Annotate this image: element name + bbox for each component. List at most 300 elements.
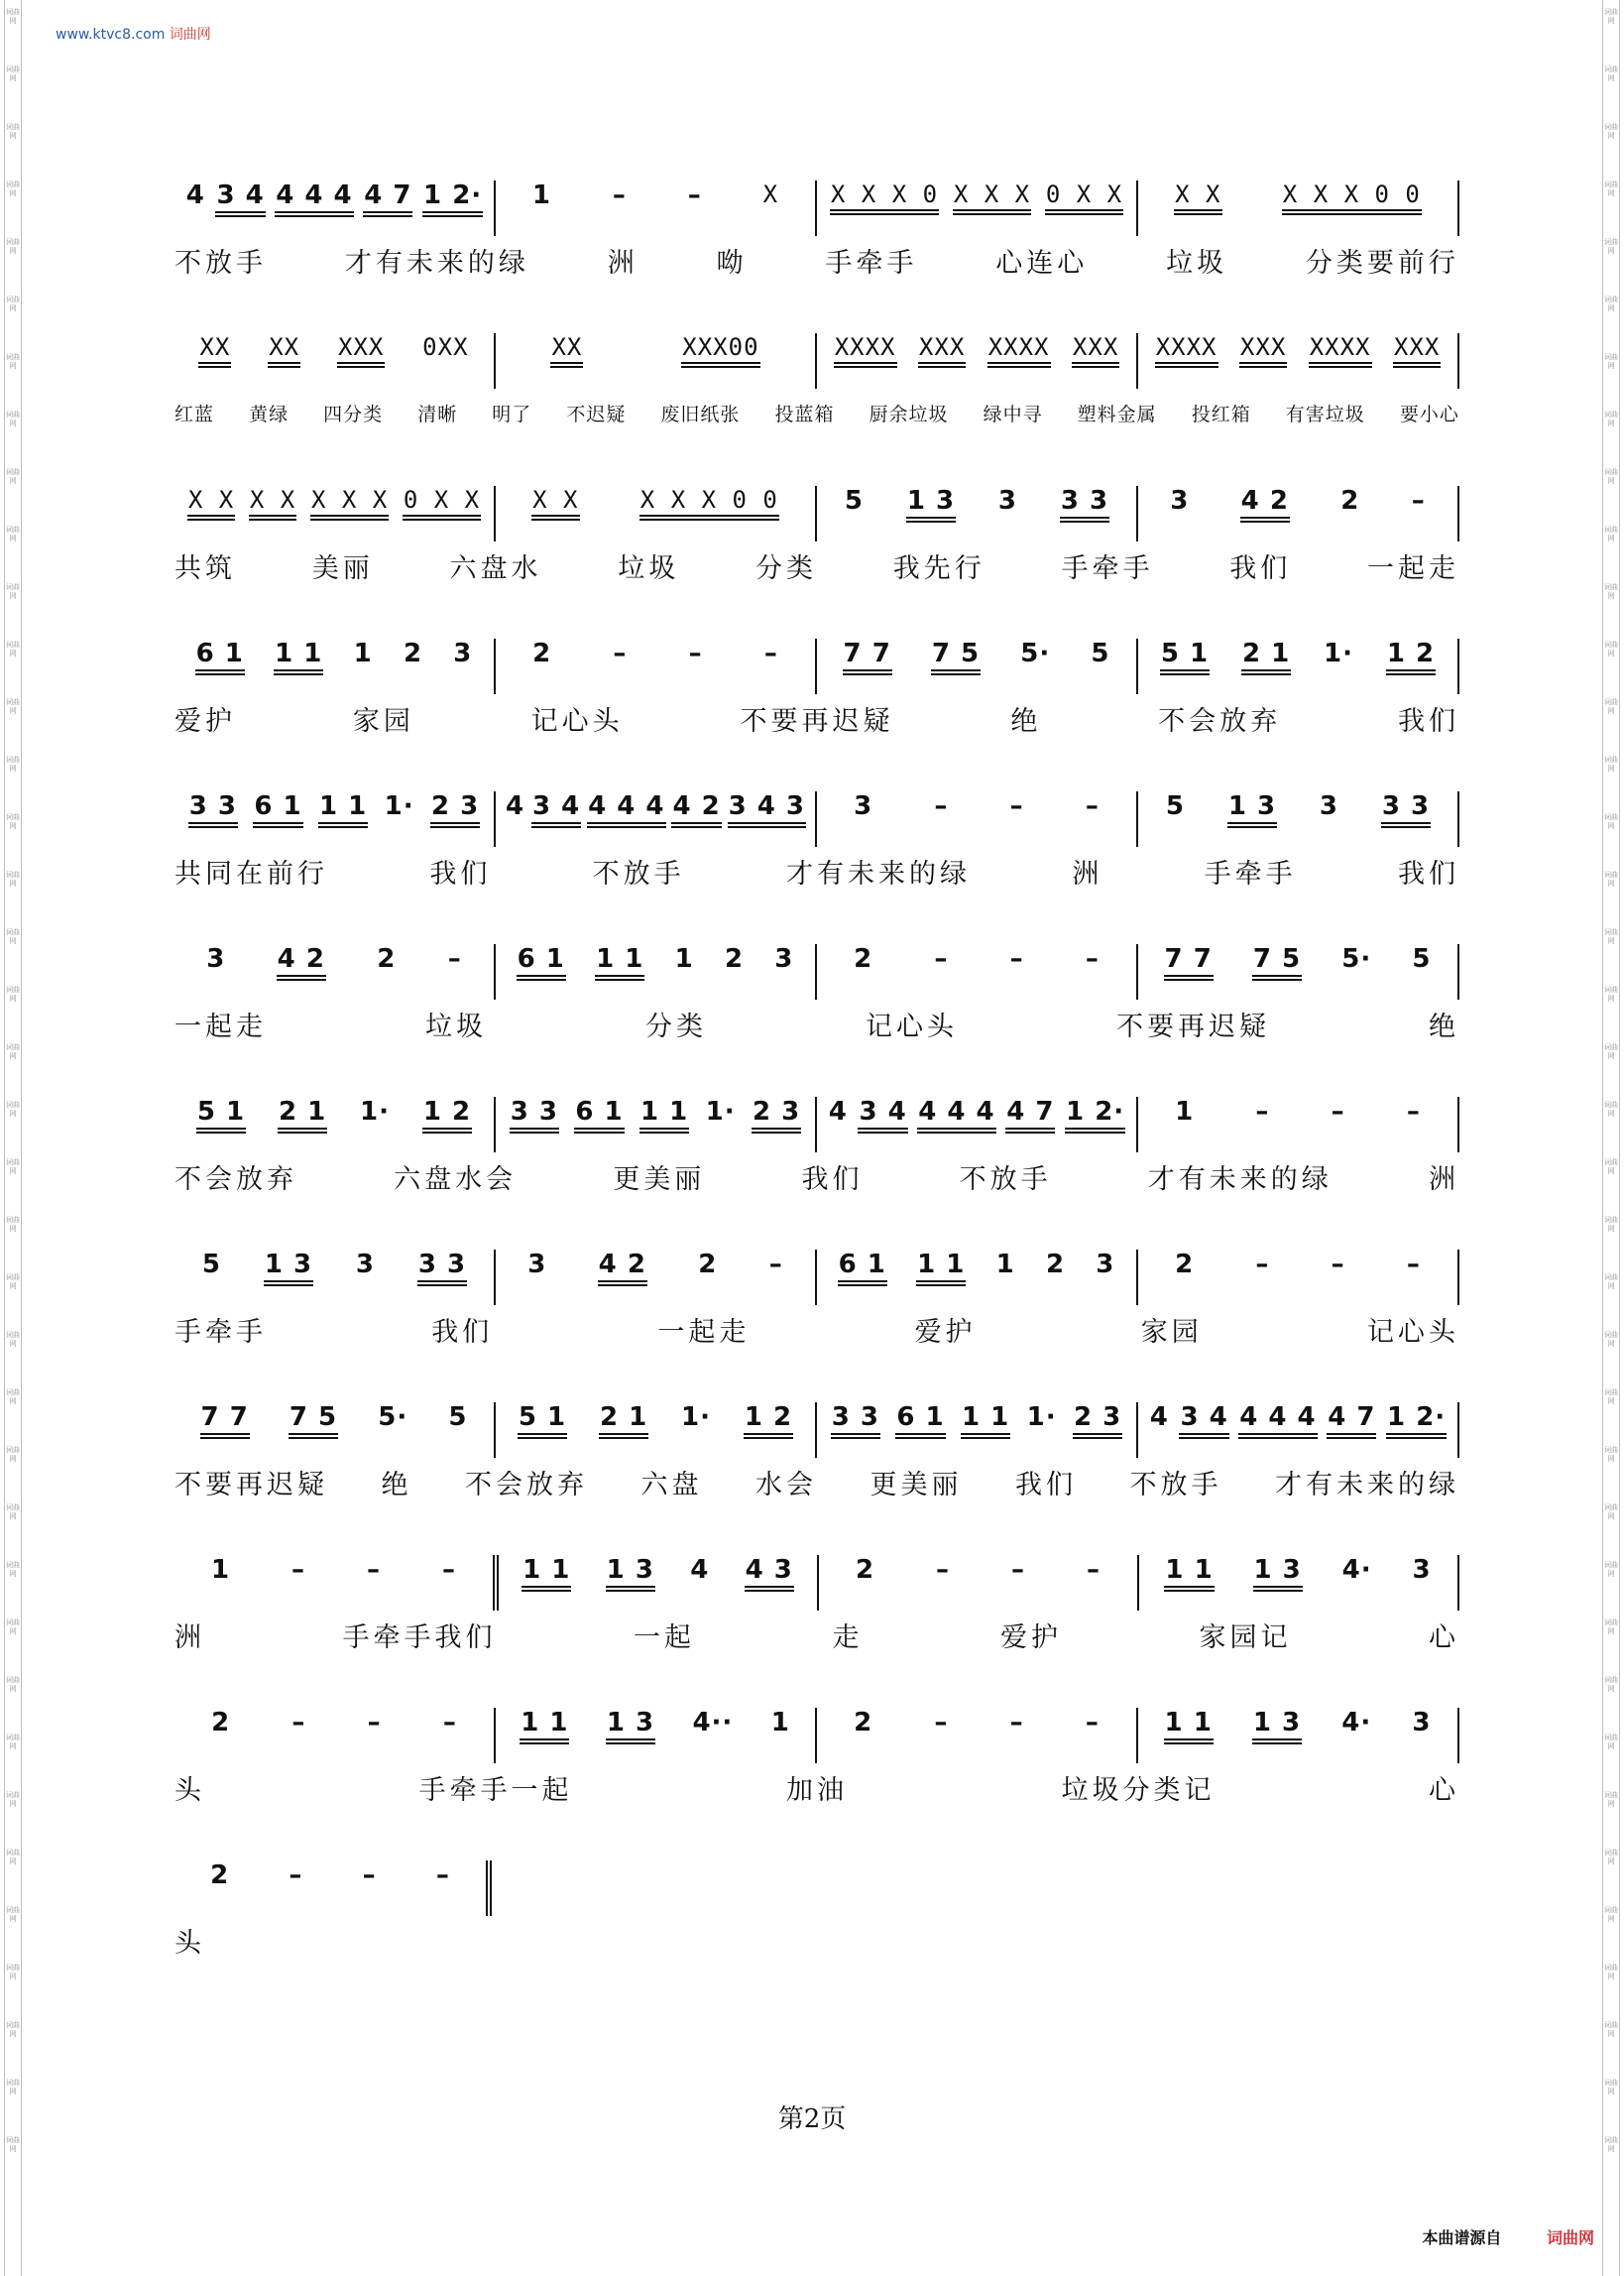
score-system [174,301,1459,454]
score-system [174,760,1459,912]
side-watermark-text: 词曲网 [6,1964,20,1980]
lyric-text: 心 [1429,1621,1459,1653]
note-group: – [1086,1555,1101,1585]
lyric-text: 家园记 [1199,1621,1292,1653]
note-group: 5 [1165,791,1185,821]
lyric-text: 不放手 [592,858,685,890]
measure [1136,944,1459,1000]
side-watermark-text: 词曲网 [6,1618,20,1635]
score-system [174,1829,1459,1981]
note-group: 3 [774,944,794,974]
side-watermark-text: 词曲网 [1604,1331,1618,1348]
lyric-text: 共筑 [174,552,236,584]
side-watermark-text: 词曲网 [1604,1503,1618,1520]
note-group: X X X 0 [830,180,939,215]
lyric-text: 垃圾 [618,552,680,584]
score-system [174,454,1459,607]
side-watermark-text: 词曲网 [1604,1906,1618,1923]
notes-row [174,1097,1459,1156]
lyric-text: 手牵手 [825,247,918,279]
note-group: 3 3 [510,1097,559,1134]
lyric-text: 加油 [786,1774,848,1806]
site-header [56,24,211,44]
note-group: 1 2· [422,180,483,217]
note-group: 3 [1412,1555,1432,1585]
lyric-text: 清晰 [417,403,458,425]
lyric-text: 头 [174,1774,205,1806]
note-group: 1 2 [744,1402,793,1439]
lyric-text: 分类要前行 [1305,247,1459,279]
note-group: 1 3 [606,1555,655,1592]
note-group: 4 7 [363,180,412,217]
note-group: – [1406,1250,1421,1279]
lyric-text: 洲 [1072,858,1103,890]
note-group: XXXX [987,333,1051,368]
site-name: 词曲网 [169,27,211,43]
side-watermark-text: 词曲网 [1604,1101,1618,1118]
lyric-text: 爱护 [1000,1621,1062,1653]
measure [815,639,1136,694]
lyric-text: 黄绿 [249,403,290,425]
measure [494,1097,815,1152]
note-group: 4 4 4 [1238,1402,1317,1439]
note-group: – [1411,486,1426,516]
note-group: – [1009,944,1024,974]
note-group: 4 [828,1097,848,1127]
note-group: 3 [453,639,473,668]
note-group: – [1009,791,1024,821]
lyrics-row [174,1004,1459,1043]
note-group: 1 [1175,1097,1195,1127]
lyric-text: 呦 [716,247,748,279]
lyric-text: 塑料金属 [1077,403,1157,425]
note-group: 4 [1149,1402,1169,1432]
measure [494,180,815,236]
note-group: 3 3 [831,1402,880,1439]
measure [174,1097,494,1152]
source-label: 本曲谱源自 [1422,2228,1502,2247]
note-group: – [934,1708,949,1737]
source-brand-logo[interactable]: 词曲网 [1546,2228,1594,2247]
measure [174,791,494,847]
notes-row [174,1708,1459,1767]
note-group: 3 4 3 [728,791,806,828]
note-group: 1 1 [639,1097,689,1134]
lyric-text: 垃圾分类记 [1061,1774,1216,1806]
note-group: – [441,1555,456,1585]
note-group: 2 [377,944,397,974]
note-group: 2 3 [752,1097,801,1134]
lyric-text: 我们 [801,1163,864,1195]
note-group: 6 1 [838,1250,887,1286]
note-group: – [688,639,703,668]
lyric-text: 记心头 [530,705,624,737]
lyrics-row [174,851,1459,891]
note-group: 1· [384,791,414,821]
note-group: 1 [531,180,552,210]
note-group: 3 [997,486,1017,516]
notes-row [174,180,1459,240]
note-group: 4 2 [598,1250,647,1286]
note-group: 5· [1020,639,1051,668]
notes-row [174,639,1459,698]
lyric-text: 明了 [492,403,532,425]
measure [1137,1555,1459,1611]
note-group: 7 5 [289,1402,338,1439]
measure [494,944,815,1000]
note-group: – [362,1860,377,1890]
side-watermark-text: 词曲网 [6,8,20,25]
note-group: 1 1 [1164,1708,1214,1744]
side-watermark-text: 词曲网 [6,1676,20,1693]
measure [494,1250,815,1305]
note-group: 2 [211,1708,231,1737]
lyric-text: 六盘水会 [394,1163,518,1195]
note-group: 6 1 [253,791,302,828]
note-group: 5· [378,1402,408,1432]
lyric-text: 记心头 [1366,1316,1459,1348]
note-group: X X X 0 0 [639,486,779,521]
side-watermark-text: 词曲网 [1604,698,1618,715]
lyric-text: 投红箱 [1191,403,1251,425]
measure [815,791,1136,847]
note-group: – [768,1250,783,1279]
note-group: XXXX [1309,333,1372,368]
side-watermark-text: 词曲网 [1604,2021,1618,2038]
note-group: – [367,1555,382,1585]
measure [174,1402,494,1458]
measure [174,333,494,389]
note-group: 3 [355,1250,375,1279]
note-group: – [934,944,949,974]
side-watermark-text: 词曲网 [1604,928,1618,945]
jianpu-score [174,149,1459,1981]
lyric-text: 一起走 [1367,552,1459,584]
measure [174,486,494,541]
lyric-text: 手牵手我们 [342,1621,497,1653]
note-group: 1 1 [274,639,323,675]
side-watermark-text: 词曲网 [1604,1734,1618,1750]
side-watermark-text: 词曲网 [6,180,20,197]
note-group: 1 [210,1555,231,1585]
note-group: 2 [854,1708,873,1737]
right-watermark-strip [1602,0,1620,2276]
side-watermark-text: 词曲网 [1604,296,1618,312]
note-group: – [447,944,462,974]
lyric-text: 绝 [1429,1011,1459,1042]
note-group: 4 4 4 [917,1097,995,1134]
note-group: – [936,1555,951,1585]
note-group: 0XX [422,333,469,361]
notes-row [174,1250,1459,1309]
score-system [174,1371,1459,1523]
lyric-text: 爱护 [914,1316,977,1348]
note-group: 4· [1341,1555,1372,1585]
note-group: 4 2 [1240,486,1290,523]
lyric-text: 手牵手一起 [418,1774,573,1806]
side-watermark-text: 词曲网 [6,65,20,82]
note-group: 2 [403,639,423,668]
note-group: 4 4 4 [587,791,665,828]
side-watermark-text: 词曲网 [6,1388,20,1405]
side-watermark-text: 词曲网 [6,1503,20,1520]
note-group: 3 3 [417,1250,467,1286]
note-group: 1 3 [1227,791,1277,828]
note-group: 1· [705,1097,736,1127]
measure [1136,639,1459,694]
lyric-text: 废旧纸张 [660,403,741,425]
note-group: 2 1 [599,1402,648,1439]
side-watermark-text: 词曲网 [6,526,20,542]
note-group: 2 1 [1241,639,1291,675]
lyrics-row [174,698,1459,738]
lyric-text: 手牵手 [174,1316,267,1348]
lyric-text: 绿中寻 [983,403,1043,425]
measure [1136,1097,1459,1152]
measure [815,1402,1136,1458]
measure [815,333,1136,389]
measure [493,1555,817,1611]
note-group: 1 3 [906,486,956,523]
note-group: 1 2· [1065,1097,1125,1134]
lyric-text: 洲 [174,1621,205,1653]
note-group: 4 7 [1005,1097,1055,1134]
note-group: X X [249,486,296,521]
note-group: 2 3 [1073,1402,1122,1439]
notes-row [174,791,1459,851]
lyric-text: 才有未来的绿 [1147,1163,1333,1195]
measure [815,486,1136,541]
note-group: 2 1 [278,1097,327,1134]
notes-row [174,333,1459,393]
lyrics-row [174,1767,1459,1807]
note-group: 3 [1096,1250,1115,1279]
note-group: 1 1 [522,1555,571,1592]
note-group: – [934,791,949,821]
note-group: XXX [918,333,966,368]
lyric-text: 水会 [755,1469,817,1500]
note-group: 3 [1170,486,1190,516]
lyric-text: 一起走 [657,1316,751,1348]
measure [494,791,815,847]
lyric-text: 不迟疑 [566,403,627,425]
measure [815,1250,1136,1305]
side-watermark-text: 词曲网 [6,1043,20,1060]
note-group: 1 3 [1252,1708,1302,1744]
score-system [174,1218,1459,1371]
lyric-text: 家园 [1140,1316,1203,1348]
note-group: – [367,1708,382,1737]
note-group: 4 [505,791,525,821]
side-watermark-text: 词曲网 [1604,411,1618,427]
lyric-text: 绝 [381,1469,412,1500]
measure [174,1250,494,1305]
note-group: 1 2 [1386,639,1436,675]
note-group: 3 4 [1179,1402,1228,1439]
note-group: – [291,1555,306,1585]
lyric-text: 心 [1429,1774,1459,1806]
side-watermark-text: 词曲网 [1604,1446,1618,1463]
lyric-text: 四分类 [323,403,384,425]
note-group: 0 X X [1045,180,1123,215]
score-system [174,1065,1459,1218]
lyric-text: 不会放弃 [465,1469,588,1500]
lyric-text: 不放手 [174,247,267,279]
measure [1136,486,1459,541]
lyric-text: 洲 [607,247,638,279]
note-group: 1 [995,1250,1015,1279]
score-system [174,607,1459,760]
side-watermark-text: 词曲网 [1604,986,1618,1003]
side-watermark-text: 词曲网 [6,986,20,1003]
note-group: 2 [698,1250,718,1279]
note-group: 1 [674,944,694,974]
side-watermark-text: 词曲网 [1604,1158,1618,1175]
note-group: – [612,180,627,210]
note-group: 1· [1324,639,1353,668]
note-group: – [1085,791,1100,821]
measure [174,180,494,236]
measure [815,180,1136,236]
measure [174,639,494,694]
side-watermark-text: 词曲网 [1604,1791,1618,1808]
lyric-text: 手牵手 [1204,858,1297,890]
note-group: – [1085,944,1100,974]
side-watermark-text: 词曲网 [6,698,20,715]
note-group: 5· [1341,944,1372,974]
notes-row [174,1555,1459,1615]
lyric-text: 有害垃圾 [1285,403,1365,425]
lyric-text: 厨余垃圾 [869,403,949,425]
note-group: 7 5 [1252,944,1302,981]
note-group: X [762,180,779,208]
note-group: – [442,1708,457,1737]
lyric-text: 不会放弃 [174,1163,297,1195]
note-group: 4 2 [671,791,721,828]
side-watermark-text: 词曲网 [6,296,20,312]
note-group: 1 [770,1708,790,1737]
measure [494,1402,815,1458]
measure [1136,1708,1459,1763]
note-group: 2 [854,944,873,974]
lyric-text: 我们 [1397,705,1459,737]
lyric-text: 家园 [352,705,414,737]
side-watermark-text: 词曲网 [6,468,20,485]
side-watermark-text: 词曲网 [1604,641,1618,658]
side-watermark-text: 词曲网 [1604,1676,1618,1693]
side-watermark-text: 词曲网 [1604,526,1618,542]
side-watermark-text: 词曲网 [1604,65,1618,82]
lyrics-row [174,545,1459,585]
note-group: XXX [1393,333,1441,368]
side-watermark-text: 词曲网 [6,1216,20,1233]
note-group: 6 1 [574,1097,624,1134]
note-group: 4·· [692,1708,734,1737]
side-watermark-text: 词曲网 [1604,813,1618,830]
note-group: 5 1 [518,1402,567,1439]
lyrics-row [174,1920,1459,1960]
lyric-text: 共同在前行 [174,858,328,890]
notes-row [174,944,1459,1004]
side-watermark-text: 词曲网 [6,1849,20,1865]
side-watermark-text: 词曲网 [1604,1388,1618,1405]
note-group: X X X 0 0 [1282,180,1422,215]
note-group: XXX [1072,333,1119,368]
notes-row [174,1860,492,1920]
note-group: X X X [953,180,1031,215]
lyric-text: 我们 [1229,552,1292,584]
note-group: 3 [527,1250,547,1279]
note-group: – [435,1860,450,1890]
note-group: 3 [206,944,226,974]
side-watermark-text: 词曲网 [6,928,20,945]
measure [174,1860,492,1916]
lyric-text: 不要再迟疑 [1116,1011,1270,1042]
note-group: 3 4 [531,791,581,828]
side-watermark-text: 词曲网 [1604,1849,1618,1865]
note-group: 4 4 4 [275,180,353,217]
lyric-text: 不要再迟疑 [174,1469,328,1500]
side-watermark-text: 词曲网 [6,123,20,140]
lyric-text: 记心头 [866,1011,958,1042]
lyric-text: 头 [174,1927,205,1959]
note-group: 5 1 [196,1097,246,1134]
side-watermark-text: 词曲网 [6,813,20,830]
lyric-text: 才有未来的绿 [1275,1469,1459,1500]
lyric-text: 六盘水 [449,552,542,584]
measure [494,639,815,694]
measure [815,1708,1136,1763]
lyric-text: 一起 [634,1621,695,1653]
note-group: – [289,1860,303,1890]
side-watermark-text: 词曲网 [6,411,20,427]
side-watermark-text: 词曲网 [6,871,20,888]
measure [494,486,815,541]
note-group: 2 [532,639,552,668]
side-watermark-text: 词曲网 [1604,180,1618,197]
lyric-text: 走 [832,1621,864,1653]
side-watermark-text: 词曲网 [6,1446,20,1463]
side-watermark-text: 词曲网 [6,1101,20,1118]
site-url[interactable]: www.ktvc8.com [56,27,166,43]
note-group: 4 7 [1327,1402,1376,1439]
measure [815,944,1136,1000]
side-watermark-text: 词曲网 [1604,8,1618,25]
side-watermark-text: 词曲网 [1604,468,1618,485]
lyric-text: 垃圾 [425,1011,487,1042]
side-watermark-text: 词曲网 [6,2079,20,2096]
side-watermark-text: 词曲网 [6,2021,20,2038]
note-group: 3 3 [1060,486,1109,523]
side-watermark-text: 词曲网 [1604,2079,1618,2096]
note-group: 7 7 [200,1402,250,1439]
note-group: 2 3 [430,791,480,828]
note-group: 1 3 [1253,1555,1303,1592]
note-group: XXX [1239,333,1287,368]
note-group: – [1406,1097,1421,1127]
lyrics-row [174,1615,1459,1654]
note-group: 1 1 [961,1402,1010,1439]
side-watermark-text: 词曲网 [1604,583,1618,600]
note-group: 5 [448,1402,468,1432]
lyrics-row [174,1156,1459,1196]
measure [174,944,494,1000]
side-watermark-text: 词曲网 [1604,1561,1618,1578]
side-watermark-text: 词曲网 [6,2136,20,2153]
side-watermark-text: 词曲网 [1604,756,1618,773]
note-group: – [1331,1097,1345,1127]
note-group: X X [1174,180,1221,215]
